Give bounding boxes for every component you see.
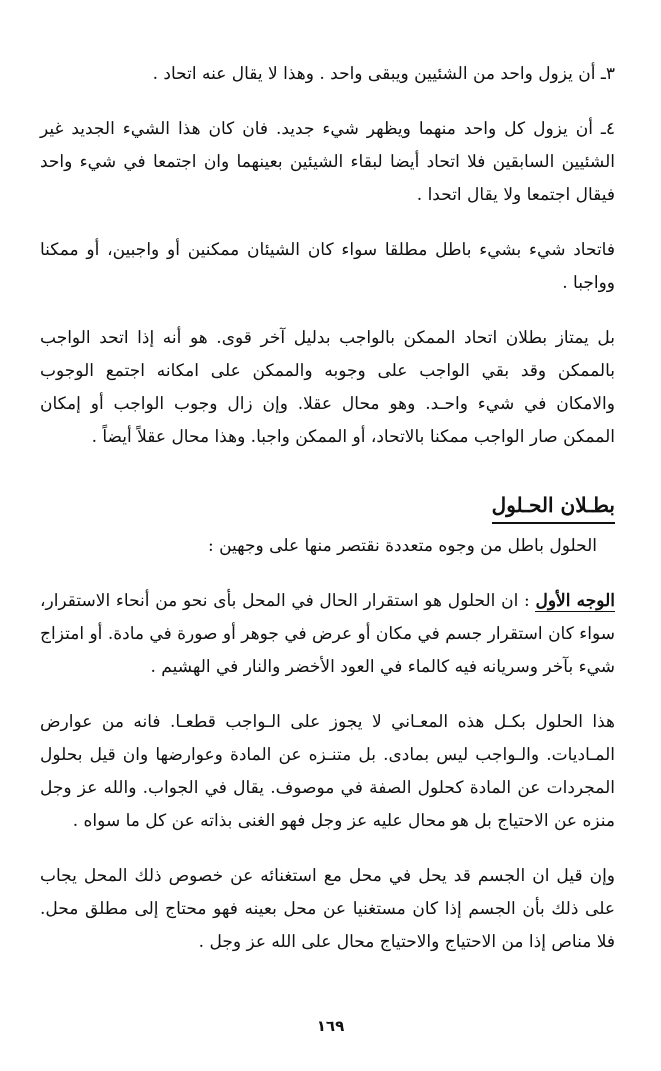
section-intro: الحلول باطل من وجوه متعددة نقتصر منها على وجهين : <box>207 536 597 556</box>
paragraph-point-4: ٤ـ أن يزول كل واحد منهما ويظهر شيء جديد. فان كان هذا الشيء الجديد غير الشئيين السابقين فلا اتحاد أيضا لبقاء الشيئين بعينهما وان اجتمعا في شيء واحد فيقال اجتمعا ولا يقال اتحدا . <box>40 119 615 205</box>
section-heading-wrapper <box>40 476 615 530</box>
paragraph-necessary-contingent: بل يمتاز بطلان اتحاد الممكن بالواجب بدليل آخر قوى. هو أنه إذا اتحد الواجب بالممكن وقد بقي الواجب على وجوبه والممكن على امكانه اجتمع الوجوب والامكان في شيء واحـد. وهو محال عقلا. وإن زال وجوب الواجب أو إمكان الممكن صار الواجب ممكنا بالاتحاد، أو الممكن واجبا. وهذا محال عقلاً أيضاً . <box>40 328 615 447</box>
paragraph-objection-reply: وإن قيل ان الجسم قد يحل في محل مع استغنائه عن خصوص ذلك المحل يجاب على ذلك بأن الجسم إذا كان مستغنيا عن محل بعينه فهو محتاج إلى مطلق محل. فلا مناص إذا من الاحتياج والاحتياج محال على الله عز وجل . <box>40 866 615 952</box>
page-body <box>40 58 615 981</box>
paragraph-union-invalid: فاتحاد شيء بشيء باطل مطلقا سواء كان الشيئان ممكنين أو واجبين، أو ممكنا وواجبا . <box>40 240 615 293</box>
paragraph-indwelling-impossible: هذا الحلول بكـل هذه المعـاني لا يجوز على الـواجب قطعـا. فانه من عوارض المـاديات. والـواجب ليس بمادى. بل متنـزه عن المادة وعوارضها وان قيل بحلول المجردات عن المادة كحلول الصفة في موصوف. يقال في الجواب. والله عز وجل منزه عن الاحتياج بل هو محال عليه عز وجل فهو الغنى بذاته عن كل ما سواه . <box>40 712 615 831</box>
paragraph-first-aspect <box>40 585 615 684</box>
paragraph-point-3: ٣ـ أن يزول واحد من الشئيين ويبقى واحد . وهذا لا يقال عنه اتحاد . <box>152 64 615 84</box>
page-number: ١٦٩ <box>316 1017 345 1035</box>
section-heading: بطـلان الحـلول <box>492 490 615 524</box>
first-aspect-text: ان الحلول هو استقرار الحال في المحل بأى نحو من أنحاء الاستقرار، سواء كان استقرار جسم في مكان أو عرض في جوهر أو صورة في مادة. أو امتزاج شيء بآخر وسريانه فيه كالماء في العود الأخضر والنار في الهشيم . <box>40 591 615 677</box>
first-aspect-label: الوجه الأول <box>535 591 615 611</box>
first-aspect-separator: : <box>518 591 536 611</box>
